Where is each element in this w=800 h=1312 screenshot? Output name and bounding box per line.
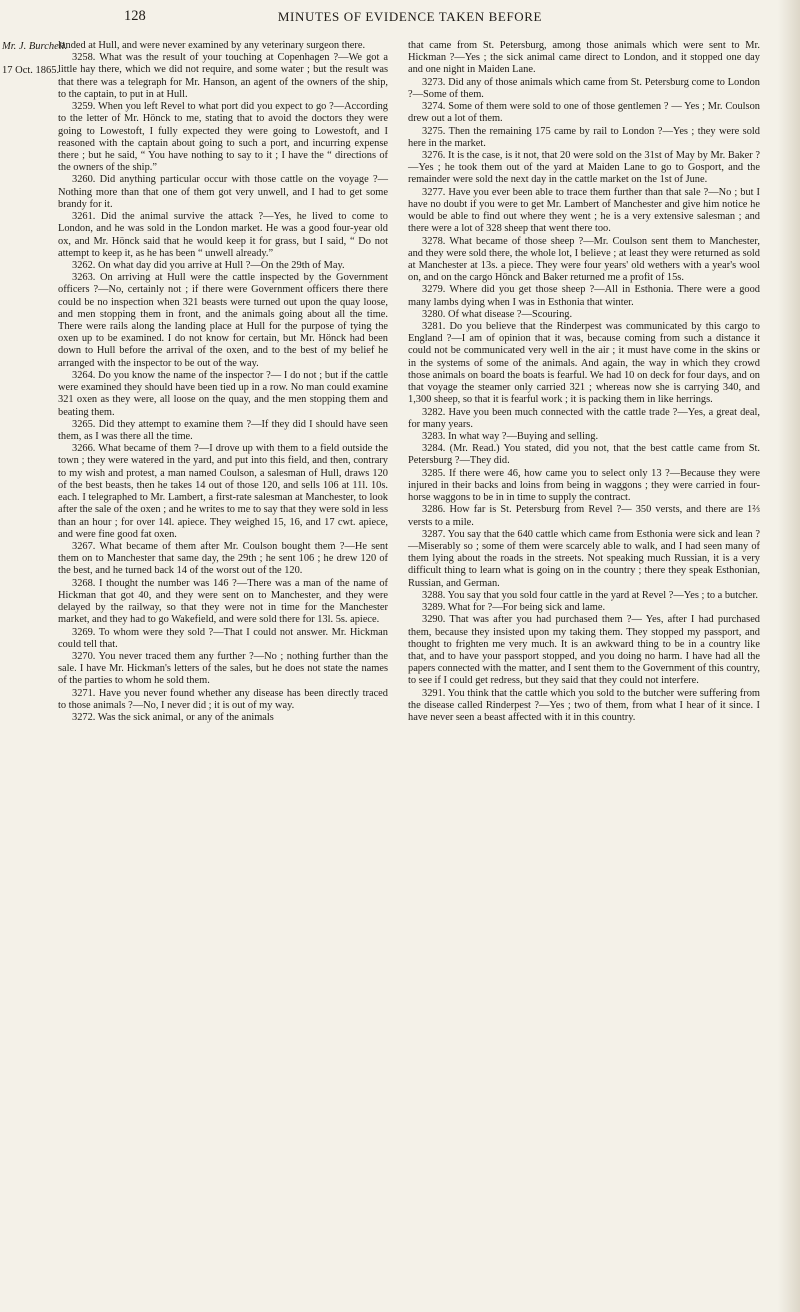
- paragraph: 3276. It is the case, is it not, that 20 were sold on the 31st of May by Mr. Baker ?—Yes ; he took them out of the yard at Maiden Lane to go to Gosport, and the remainder were sold the next day in the cattle market on the 1st of June.: [408, 149, 760, 186]
- paragraph: 3265. Did they attempt to examine them ?—If they did I should have seen them, as I was there all the time.: [58, 418, 388, 442]
- page-edge-shadow: [778, 0, 800, 1312]
- paragraph: that came from St. Petersburg, among those animals which were sent to Mr. Hickman ?—Yes ; the sick animal came direct to London, and it stopped one day and one night in Maiden Lane.: [408, 40, 760, 76]
- paragraph: 3260. Did anything particular occur with those cattle on the voyage ?—Nothing more than that one of them got very unwell, and I had to get some brandy for it.: [58, 174, 388, 210]
- paragraph: 3273. Did any of those animals which came from St. Petersburg come to London ?—Some of them.: [408, 76, 760, 100]
- paragraph: 3280. Of what disease ?—Scouring.: [422, 308, 573, 320]
- paragraph: landed at Hull, and were never examined by any veterinary surgeon there.: [58, 40, 366, 51]
- paragraph: 3269. To whom were they sold ?—That I could not answer. Mr. Hickman could tell that.: [58, 626, 388, 650]
- paragraph: 3272. Was the sick animal, or any of the animals: [72, 712, 274, 724]
- paragraph: 3286. How far is St. Petersburg from Revel ?— 350 versts, and there are 1⅔ versts to a mile.: [408, 504, 760, 528]
- paragraph: 3259. When you left Revel to what port did you expect to go ?—According to the letter of Mr. Hönck to me, stating that to avoid the doctors they were going to Lowestoft, I fully expected they were going to Lowestoft, and I reasoned with the captain about going to such a port, and incurring expense there ; but he said, “ You have nothing to say to it ; I have the “ directions of the owners of the ship.”: [58, 101, 388, 174]
- paragraph: 3267. What became of them after Mr. Coulson bought them ?—He sent them on to Manchester that same day, the 29th ; he sent 106 ; he drew 120 of the best, and he turned back 14 of the worst out of the 120.: [58, 540, 388, 577]
- paragraph: 3290. That was after you had purchased them ?— Yes, after I had purchased them, because they insisted upon my taking them. They stopped my passport, and thought to frighten me very much. It is an awkward thing to be in a country like that, and to have your passport stopped, and you doing no harm. I have had all the papers connected with the matter, and I sent them to the Government of this country, to see if I could get redress, but they said that they could not interfere.: [408, 614, 760, 687]
- page-number: 128: [124, 8, 146, 24]
- paragraph: 3264. Do you know the name of the inspector ?— I do not ; but if the cattle were examined they should have been tied up in a row. No man could examine 321 oxen as they were, all loose on the quay, and the men stopping them and beating them.: [58, 369, 388, 418]
- paragraph: 3261. Did the animal survive the attack ?—Yes, he lived to come to London, and he was sold in the London market. He was a good four-year old ox, and Mr. Hönck said that he would keep it for grass, but I said, “ Do not attempt to keep it, as he has been “ unwell already.”: [58, 211, 388, 259]
- witness-margin-note: Mr. J. Burchell.: [2, 41, 68, 52]
- paragraph: 3277. Have you ever been able to trace them further than that sale ?—No ; but I have no doubt if you were to get Mr. Lambert of Manchester and give him notice he would be able to find out where they went ; he is a very extensive salesman ; and there were a lot of 328 sheep that went there too.: [408, 186, 760, 235]
- paragraph: 3268. I thought the number was 146 ?—There was a man of the name of Hickman that got 40, and they were sent on to Manchester, and they were delayed by the railway, so that they were not in time for the Manchester market, and they had to go Wakefield, and were sold there for 13l. 5s. apiece.: [58, 577, 388, 626]
- paragraph: 3274. Some of them were sold to one of those gentlemen ? — Yes ; Mr. Coulson drew out a lot of them.: [408, 101, 760, 125]
- paragraph: 3287. You say that the 640 cattle which came from Esthonia were sick and lean ?—Miserably so ; some of them were scarcely able to walk, and I had seen many of them lying about the roads in the streets. Not speaking much Russian, it is a very difficult thing to learn what is going on in the country ; there they speak Esthonian, Russian, and German.: [408, 528, 760, 589]
- paragraph: 3282. Have you been much connected with the cattle trade ?—Yes, a great deal, for many years.: [408, 406, 760, 430]
- running-head: MINUTES OF EVIDENCE TAKEN BEFORE: [277, 9, 543, 24]
- paragraph: 3281. Do you believe that the Rinderpest was communicated by this cargo to England ?—I am of opinion that it was, because coming from such a distance it could not be communicated very well in the air ; it must have come in the skins or in the systems of some of the animals. And again, the way in which they crowd those animals on board the boats is fearful. We had 10 on deck for four days, and on that voyage the steamer only carried 321 ; whereas now she is carrying 340, and 1,300 sheep, so that it is fearful work ; it is packing them in like herrings.: [408, 321, 760, 406]
- page-header: [30, 4, 790, 30]
- date-margin-note: 17 Oct. 1865.: [2, 65, 60, 76]
- paragraph: 3289. What for ?—For being sick and lame.: [422, 602, 606, 614]
- paragraph: 3288. You say that you sold four cattle in the yard at Revel ?—Yes ; to a butcher.: [422, 589, 759, 601]
- right-column: [408, 40, 760, 724]
- paragraph: 3284. (Mr. Read.) You stated, did you not, that the best cattle came from St. Petersburg ?—They did.: [408, 443, 760, 467]
- paragraph: 3279. Where did you get those sheep ?—All in Esthonia. There were a good many lambs dying when I was in Esthonia that winter.: [408, 284, 760, 308]
- paragraph: 3263. On arriving at Hull were the cattle inspected by the Government officers ?—No, certainly not ; if there were Government officers there there could be no inspection when 321 beasts were turned out upon the quay loose, and men stopping them in front, and the animals going about all the time. There were rails along the landing place at Hull for the purpose of tying the oxen up to be examined. I do not know for certain, but Mr. Hönck had been down to Hull before the arrival of the oxen, and to the best of my belief he arranged with the inspector to be out of the way.: [58, 272, 388, 369]
- paragraph: 3278. What became of those sheep ?—Mr. Coulson sent them to Manchester, and they were sold there, the whole lot, I believe ; at least they were returned as sold at Manchester at 13s. a piece. They were four years' old wethers with a year's wool on, and on the cargo Hönck and Baker returned me a profit of 15s.: [408, 235, 760, 284]
- paragraph: 3271. Have you never found whether any disease has been directly traced to those animals ?—No, I never did ; it is out of my way.: [58, 687, 388, 711]
- left-column: [58, 40, 388, 724]
- paragraph: 3291. You think that the cattle which you sold to the butcher were suffering from the disease called Rinderpest ?—Yes ; two of them, from what I hear of it since. I have never seen a beast affected with it in this country.: [408, 687, 760, 724]
- paragraph: 3270. You never traced them any further ?—No ; nothing further than the sale. I have Mr. Hickman's letters of the sales, but he does not state the names of the parties to whom he sold them.: [58, 650, 388, 687]
- paragraph: 3258. What was the result of your touching at Copenhagen ?—We got a little hay there, which we did not require, and some water ; but the result was that there was a telegraph for Mr. Hanson, an agent of the owners of the ship, to the captain, to put in at Hull.: [58, 52, 388, 100]
- paragraph: 3266. What became of them ?—I drove up with them to a field outside the town ; they were watered in the yard, and put into this field, and then, contrary to my wish and protest, a man named Coulson, a salesman of Hull, draws 120 of the best beasts, then he takes 14 out of those 120, and sells 106 at 11l. 10s. each. I telegraphed to Mr. Lambert, a first-rate salesman at Manchester, to look after the sale of the oxen ; and he writes to me to say that they were sold in less than an hour ; for over 14l. apiece. They weighed 15, 16, and 17 cwt. apiece, and were fine good fat oxen.: [58, 443, 388, 540]
- paragraph: 3285. If there were 46, how came you to select only 13 ?—Because they were injured in their backs and loins from being in waggons ; they were carried in four-horse waggons to be in in time to supply the contract.: [408, 467, 760, 504]
- paragraph: 3283. In what way ?—Buying and selling.: [422, 431, 599, 442]
- paragraph: 3275. Then the remaining 175 came by rail to London ?—Yes ; they were sold here in the market.: [408, 125, 760, 149]
- paragraph: 3262. On what day did you arrive at Hull ?—On the 29th of May.: [72, 259, 345, 271]
